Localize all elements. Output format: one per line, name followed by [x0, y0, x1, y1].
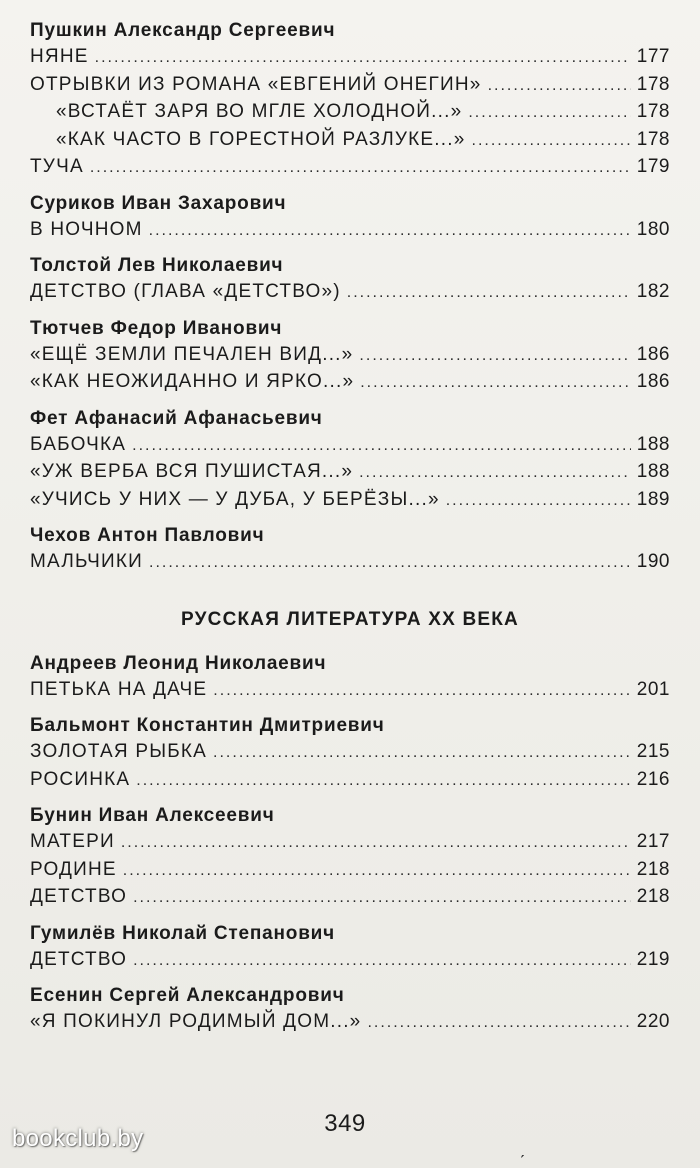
- dot-leader: [468, 100, 630, 127]
- toc-entry: [30, 857, 670, 885]
- dot-leader: [367, 1010, 630, 1037]
- entry-title: МАТЕРИ: [30, 831, 115, 852]
- toc-entry: [30, 342, 670, 370]
- author-name: Бунин Иван Алексеевич: [30, 805, 275, 826]
- toc-entry: [30, 1009, 670, 1037]
- author-name: Пушкин Александр Сергеевич: [30, 20, 336, 41]
- author-name: Бальмонт Константин Дмитриевич: [30, 715, 385, 736]
- entry-page-number: 220: [636, 1011, 670, 1032]
- dot-leader: [488, 73, 631, 100]
- toc-entry: [30, 487, 670, 515]
- dot-leader: [90, 155, 631, 182]
- author-group: [30, 651, 670, 705]
- entry-page-number: 177: [636, 46, 670, 67]
- entry-title: ДЕТСТВО: [30, 886, 128, 907]
- author-name: Фет Афанасий Афанасьевич: [30, 407, 323, 429]
- author-name: Есенин Сергей Александрович: [30, 985, 345, 1006]
- entry-page-number: 215: [636, 741, 670, 762]
- entry-page-number: 190: [636, 551, 670, 572]
- author-group: [30, 983, 670, 1037]
- entry-page-number: 178: [636, 128, 670, 150]
- toc-entry: [30, 739, 670, 767]
- entry-page-number: 182: [636, 281, 670, 302]
- toc-entry: [30, 72, 670, 100]
- entry-page-number: 218: [636, 886, 670, 907]
- author-name: Чехов Антон Павлович: [30, 525, 265, 546]
- author-group: [30, 803, 670, 912]
- entry-title: ЗОЛОТАЯ РЫБКА: [30, 741, 208, 762]
- toc-entry: [30, 127, 670, 155]
- entry-page-number: 186: [636, 343, 670, 365]
- dot-leader: [359, 460, 631, 487]
- dot-leader: [347, 280, 631, 307]
- dot-leader: [213, 740, 631, 767]
- toc-entry: [30, 884, 670, 912]
- entry-title: «КАК НЕОЖИДАННО И ЯРКО...»: [30, 371, 355, 392]
- entry-title: «ЕЩЁ ЗЕМЛИ ПЕЧАЛЕН ВИД...»: [30, 343, 354, 365]
- toc-entry: [30, 947, 670, 975]
- entry-title: ДЕТСТВО (ГЛАВА «ДЕТСТВО»): [30, 281, 341, 302]
- toc-entry: [30, 677, 670, 705]
- pen-mark: ˏ: [519, 1138, 525, 1158]
- toc-entry: [30, 369, 670, 397]
- toc-entry: [30, 154, 670, 182]
- dot-leader: [136, 768, 631, 795]
- entry-title: ТУЧА: [30, 156, 84, 177]
- table-of-contents: [30, 18, 670, 1046]
- entry-title: РОСИНКА: [30, 768, 131, 790]
- dot-leader: [360, 370, 631, 397]
- author-group: [30, 406, 670, 515]
- author-group: [30, 713, 670, 794]
- dot-leader: [149, 550, 631, 577]
- entry-title: БАБОЧКА: [30, 433, 127, 455]
- toc-entry: [30, 767, 670, 795]
- entry-title: «УЧИСЬ У НИХ — У ДУБА, У БЕРЁЗЫ...»: [30, 488, 440, 510]
- toc-entry: [30, 432, 670, 460]
- entry-page-number: 201: [636, 678, 670, 700]
- entry-title: «Я ПОКИНУЛ РОДИМЫЙ ДОМ...»: [30, 1011, 362, 1032]
- author-group: [30, 191, 670, 245]
- entry-title: РОДИНЕ: [30, 858, 117, 880]
- author-group: [30, 253, 670, 307]
- toc-entry: [30, 549, 670, 577]
- author-group: [30, 18, 670, 182]
- dot-leader: [213, 678, 631, 705]
- dot-leader: [132, 433, 631, 460]
- toc-entry: [30, 279, 670, 307]
- entry-page-number: 188: [636, 461, 670, 482]
- entry-page-number: 189: [636, 488, 670, 510]
- dot-leader: [446, 488, 631, 515]
- toc-entry: [30, 99, 670, 127]
- entry-page-number: 178: [636, 73, 670, 95]
- author-name: Толстой Лев Николаевич: [30, 255, 284, 276]
- author-group: [30, 921, 670, 975]
- entry-page-number: 217: [636, 831, 670, 852]
- author-name: Суриков Иван Захарович: [30, 192, 287, 214]
- entry-title: «КАК ЧАСТО В ГОРЕСТНОЙ РАЗЛУКЕ...»: [56, 128, 466, 150]
- entry-page-number: 216: [636, 768, 670, 790]
- toc-entry: [30, 829, 670, 857]
- author-name: Андреев Леонид Николаевич: [30, 652, 327, 674]
- entry-title: ОТРЫВКИ ИЗ РОМАНА «ЕВГЕНИЙ ОНЕГИН»: [30, 73, 482, 95]
- author-name: Тютчев Федор Иванович: [30, 317, 283, 339]
- dot-leader: [121, 830, 631, 857]
- toc-entry: [30, 44, 670, 72]
- dot-leader: [133, 885, 631, 912]
- author-name: Гумилёв Николай Степанович: [30, 922, 335, 944]
- author-group: [30, 523, 670, 577]
- dot-leader: [95, 45, 631, 72]
- entry-page-number: 178: [636, 101, 670, 122]
- dot-leader: [359, 343, 630, 370]
- entry-page-number: 218: [636, 858, 670, 880]
- watermark: bookclub.by: [12, 1125, 144, 1152]
- entry-page-number: 219: [636, 948, 670, 970]
- entry-title: «УЖ ВЕРБА ВСЯ ПУШИСТАЯ...»: [30, 461, 354, 482]
- author-group: [30, 316, 670, 397]
- toc-entry: [30, 459, 670, 487]
- entry-page-number: 179: [636, 156, 670, 177]
- entry-title: МАЛЬЧИКИ: [30, 551, 144, 572]
- toc-entry: [30, 217, 670, 245]
- dot-leader: [133, 948, 631, 975]
- toc-section-19th-century: [30, 18, 670, 577]
- dot-leader: [123, 858, 631, 885]
- entry-title: НЯНЕ: [30, 46, 89, 67]
- entry-page-number: 188: [636, 433, 670, 455]
- toc-section-20th-century: [30, 651, 670, 1037]
- section-title: РУССКАЯ ЛИТЕРАТУРА XX ВЕКА: [181, 608, 519, 630]
- entry-title: ПЕТЬКА НА ДАЧЕ: [30, 678, 208, 700]
- entry-title: ДЕТСТВО: [30, 948, 128, 970]
- page-number: 349: [324, 1110, 366, 1137]
- dot-leader: [472, 128, 631, 155]
- entry-title: «ВСТАЁТ ЗАРЯ ВО МГЛЕ ХОЛОДНОЙ...»: [56, 101, 463, 122]
- entry-page-number: 180: [636, 218, 670, 240]
- entry-title: В НОЧНОМ: [30, 218, 143, 240]
- dot-leader: [149, 218, 631, 245]
- entry-page-number: 186: [636, 371, 670, 392]
